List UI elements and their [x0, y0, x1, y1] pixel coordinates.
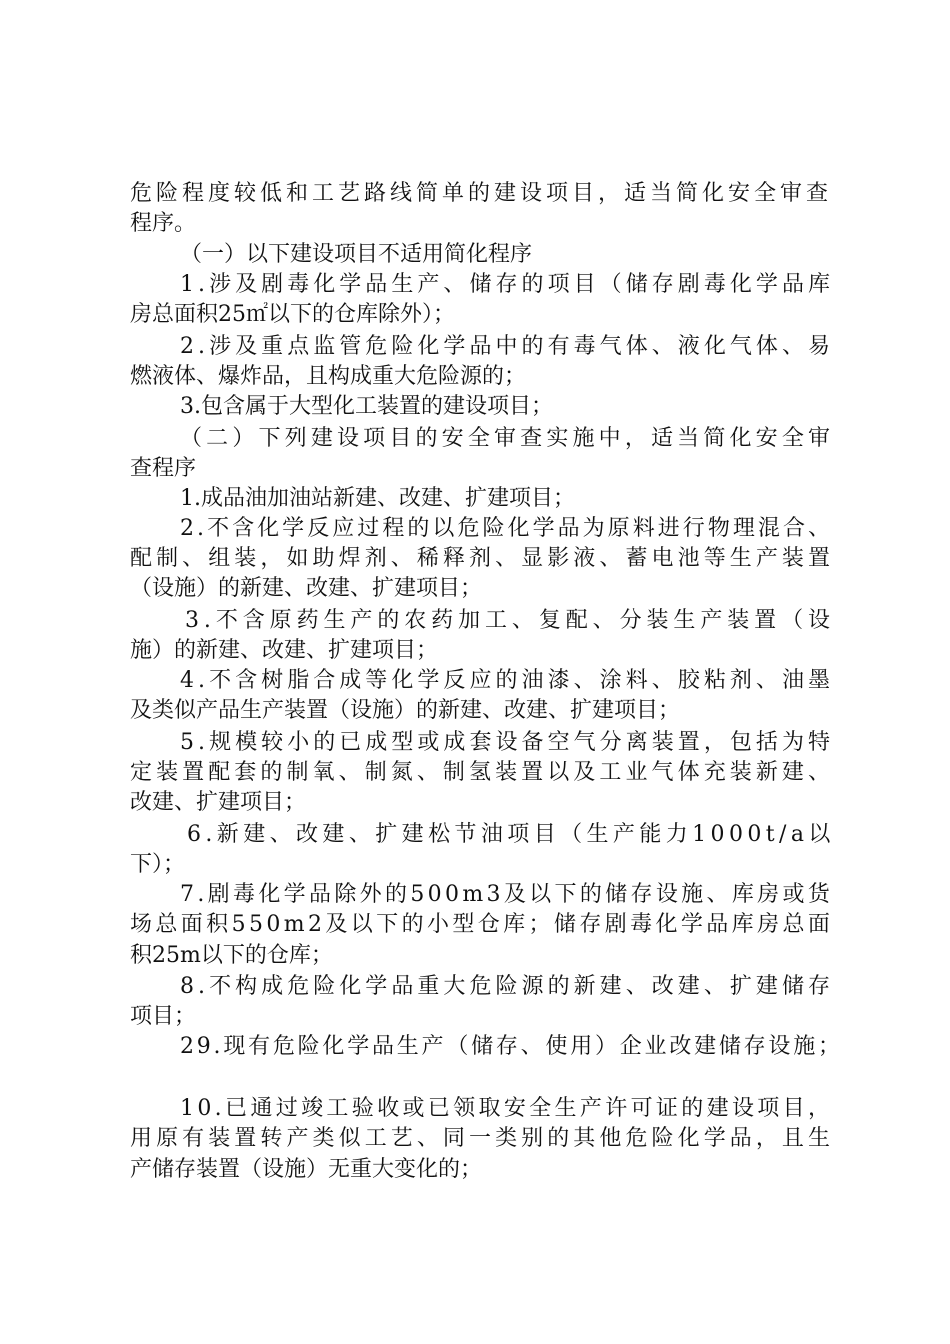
list-item-line: 1.成品油加油站新建、改建、扩建项目； — [180, 486, 575, 511]
list-item-line: 6.新建、改建、扩建松节油项目（生产能力1000t/a以 — [187, 822, 835, 847]
list-item-line: 配制、组装，如助焊剂、稀释剂、显影液、蓄电池等生产装置 — [130, 546, 835, 571]
list-item-line: 场总面积550m2及以下的小型仓库；储存剧毒化学品库房总面 — [130, 912, 834, 937]
list-item-line: 7.剧毒化学品除外的500m3及以下的储存设施、库房或货 — [180, 882, 834, 907]
list-item-line: （设施）的新建、改建、扩建项目； — [130, 576, 483, 601]
paragraph-line: 危险程度较低和工艺路线简单的建设项目，适当简化安全审查 — [130, 181, 833, 206]
list-item-line: 改建、扩建项目； — [130, 790, 307, 815]
list-item-line: 及类似产品生产装置（设施）的新建、改建、扩建项目； — [130, 698, 681, 723]
list-item-line: 1.涉及剧毒化学品生产、储存的项目（储存剧毒化学品库 — [180, 272, 835, 297]
list-item-line: 3.不含原药生产的农药加工、复配、分装生产装置（设 — [185, 608, 835, 633]
list-item-line: 2.涉及重点监管危险化学品中的有毒气体、液化气体、易 — [180, 334, 835, 359]
list-item-line: 积25m以下的仓库； — [130, 943, 333, 968]
list-item-line: 8.不构成危险化学品重大危险源的新建、改建、扩建储存 — [180, 974, 835, 999]
section-heading: （一）以下建设项目不适用简化程序 — [180, 242, 533, 267]
list-item-line: 燃液体、爆炸品，且构成重大危险源的； — [130, 364, 527, 389]
list-item-line: 4.不含树脂合成等化学反应的油漆、涂料、胶粘剂、油墨 — [180, 668, 835, 693]
paragraph-line: 程序。 — [130, 211, 197, 236]
section-heading: 查程序 — [130, 456, 197, 481]
list-item-line: 10.已通过竣工验收或已领取安全生产许可证的建设项目， — [180, 1096, 834, 1121]
list-item-line: 施）的新建、改建、扩建项目； — [130, 638, 439, 663]
list-item-line: 下）； — [130, 852, 186, 877]
list-item-line: 5.规模较小的已成型或成套设备空气分离装置，包括为特 — [180, 730, 835, 755]
list-item-line: 房总面积25㎡以下的仓库除外）； — [130, 302, 455, 327]
list-item-line: 定装置配套的制氧、制氮、制氢装置以及工业气体充装新建、 — [130, 760, 835, 785]
list-item-line: 项目； — [130, 1004, 197, 1029]
list-item-line: 2.不含化学反应过程的以危险化学品为原料进行物理混合、 — [180, 516, 834, 541]
list-item-line: 29.现有危险化学品生产（储存、使用）企业改建储存设施； — [180, 1034, 843, 1059]
section-heading: （二）下列建设项目的安全审查实施中，适当简化安全审 — [180, 426, 835, 451]
list-item-line: 用原有装置转产类似工艺、同一类别的其他危险化学品，且生 — [130, 1126, 835, 1151]
list-item-line: 产储存装置（设施）无重大变化的； — [130, 1157, 483, 1182]
list-item-line: 3.包含属于大型化工装置的建设项目； — [180, 394, 553, 419]
